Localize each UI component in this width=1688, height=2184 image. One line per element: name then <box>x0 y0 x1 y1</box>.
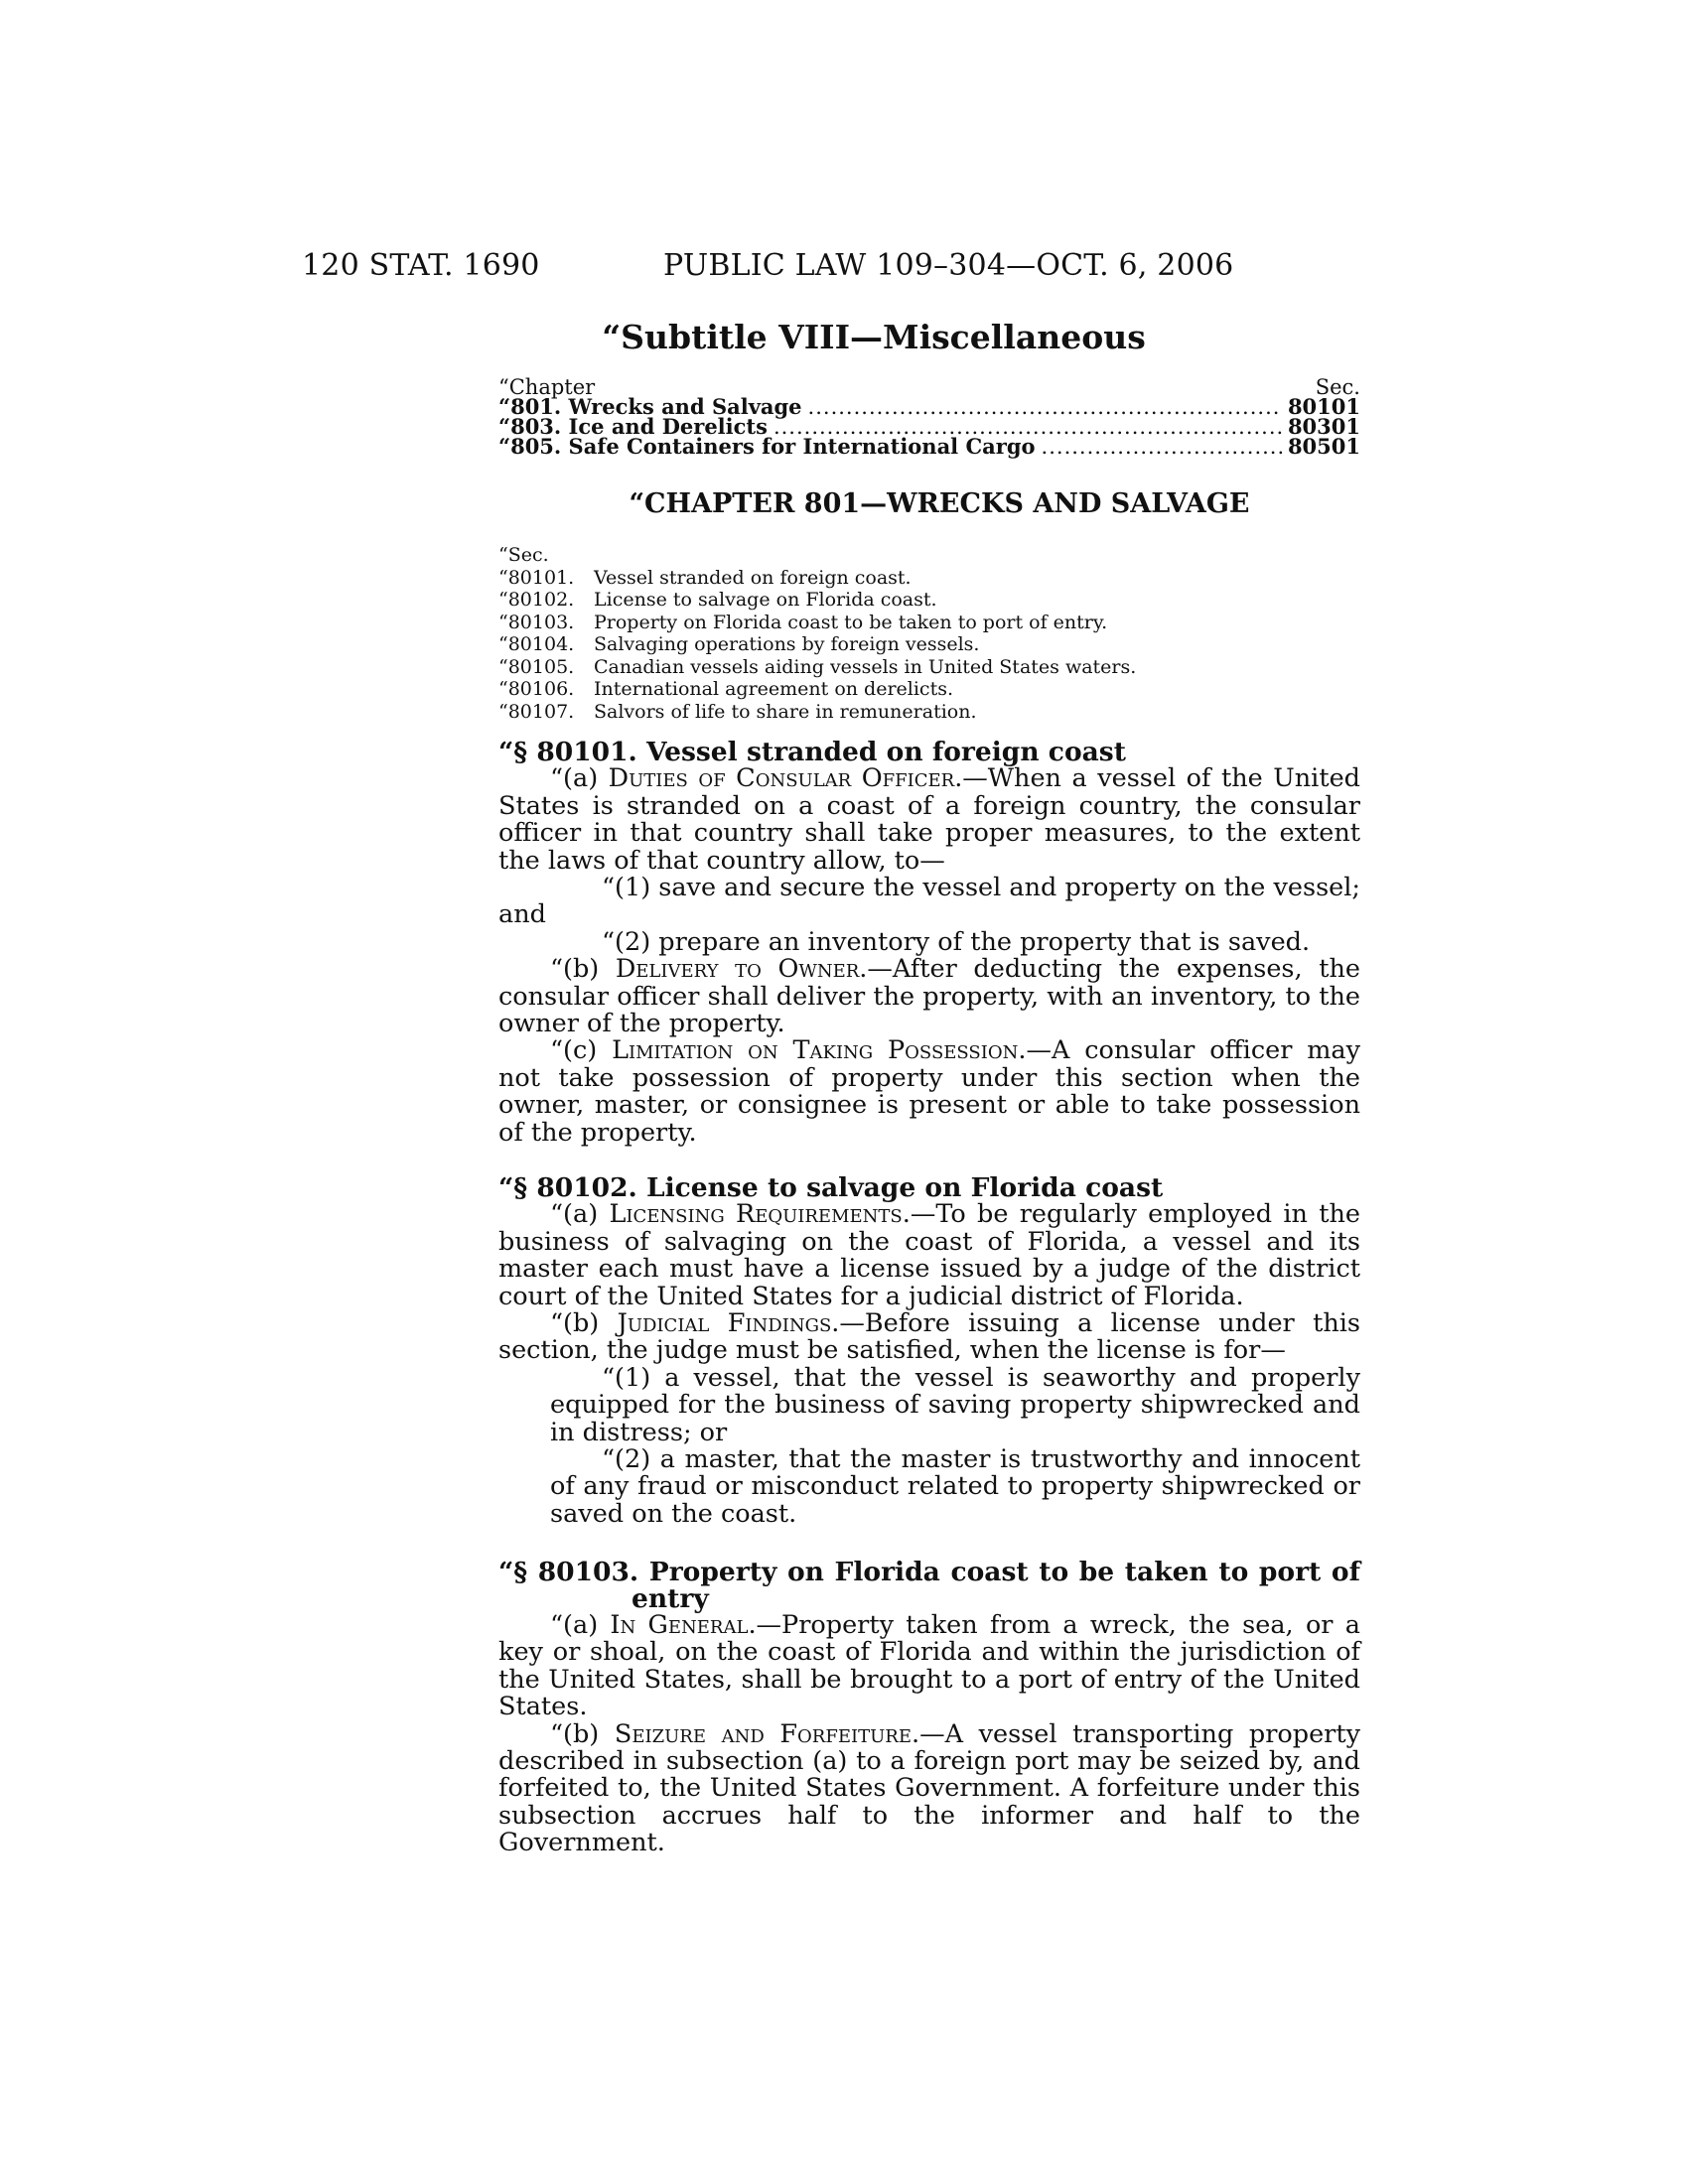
subsection-heading: Judicial Findings <box>617 1308 832 1339</box>
subsection-heading: Delivery to Owner <box>615 954 860 985</box>
section-list-item <box>498 612 1136 634</box>
section-number: “80103. <box>498 611 575 633</box>
toc-section-number: 80501 <box>1287 434 1360 459</box>
section-heading: “§ 80102. License to salvage on Florida coast <box>498 1172 1164 1203</box>
section-number: “80104. <box>498 633 575 655</box>
section-title: Canadian vessels aiding vessels in United States waters. <box>594 655 1137 678</box>
section-title: Property on Florida coast to be taken to port of entry. <box>594 611 1108 633</box>
paragraph-2: “(2) prepare an inventory of the property that is saved. <box>602 926 1311 957</box>
section-number: “80107. <box>498 700 575 723</box>
section-list-item <box>498 589 1136 612</box>
subsection-b: “(b) Delivery to Owner.—After deducting the expenses, the consular officer shall deliver the property, with an inventory, to the owner of the property. <box>498 954 1360 1039</box>
chapter-heading: “CHAPTER 801—WRECKS AND SALVAGE <box>629 488 1250 519</box>
subsection-b: “(b) Judicial Findings.—Before issuing a license under this section, the judge must be satisfied, when the license is for— <box>498 1308 1360 1366</box>
section-title: Salvaging operations by foreign vessels. <box>594 633 980 655</box>
section-list-item <box>498 656 1136 679</box>
section-number: “80101. <box>498 566 575 589</box>
section-number: “80102. <box>498 589 575 611</box>
section-list <box>498 544 1136 723</box>
toc-sec-label: Sec. <box>1315 375 1360 399</box>
toc-row <box>498 434 1360 459</box>
section-80103 <box>498 1559 1360 1857</box>
subtitle-heading: “Subtitle VIII—Miscellaneous <box>602 318 1146 356</box>
toc-section-number: 80101 <box>1287 394 1360 419</box>
subsection-b: “(b) Seizure and Forfeiture.—A vessel transporting property described in subsection (a) to a foreign port may be seized by, and forfeited to, the United States Government. A forfeiture under this subsection accrues half to the informer and half to the Government. <box>498 1718 1361 1858</box>
toc-chapter-title: “805. Safe Containers for International Cargo <box>498 434 1036 459</box>
chapter-table-of-contents <box>498 377 1360 457</box>
section-title: International agreement on derelicts. <box>594 678 954 700</box>
section-title: License to salvage on Florida coast. <box>594 589 937 611</box>
subsection-heading: Licensing Requirements <box>609 1199 903 1230</box>
subsection-a: “(a) Duties of Consular Officer.—When a vessel of the United States is stranded on a coast of a foreign country, the consular officer in that country shall take proper measures, to the extent the laws of that country allow, to— <box>498 763 1361 876</box>
subsection-heading: Limitation on Taking Possession <box>612 1035 1019 1066</box>
section-heading: “§ 80103. Property on Florida coast to be taken to port of entry <box>498 1557 1360 1614</box>
subsection-heading: Seizure and Forfeiture <box>614 1718 912 1749</box>
toc-chapter-label: “Chapter <box>498 375 596 399</box>
subsection-heading: In General <box>610 1610 749 1640</box>
toc-chapter-title: “803. Ice and Derelicts <box>498 414 768 439</box>
section-title: Salvors of life to share in remuneration. <box>594 700 977 723</box>
subsection-c: “(c) Limitation on Taking Possession.—A consular officer may not take possession of property under this section when the owner, master, or consignee is present or able to take possession of the property. <box>498 1035 1361 1148</box>
subsection-a: “(a) In General.—Property taken from a wreck, the sea, or a key or shoal, on the coast of Florida and within the jurisdiction of the United States, shall be brought to a port of entry of the United States. <box>498 1610 1360 1722</box>
paragraph-1: “(1) a vessel, that the vessel is seaworthy and properly equipped for the business of saving property shipwrecked and in distress; or <box>550 1362 1360 1447</box>
paragraph-2: “(2) a master, that the master is trustworthy and innocent of any fraud or misconduct related to property shipwrecked or saved on the coast. <box>550 1444 1360 1529</box>
section-80102 <box>498 1174 1360 1528</box>
section-list-item <box>498 678 1136 701</box>
section-heading: “§ 80101. Vessel stranded on foreign coast <box>498 737 1126 767</box>
section-title: Vessel stranded on foreign coast. <box>594 566 912 589</box>
paragraph-1: “(1) save and secure the vessel and property on the vessel; and <box>498 873 1360 930</box>
toc-leader-dots <box>808 397 1282 417</box>
subsection-a: “(a) Licensing Requirements.—To be regularly employed in the business of salvaging on the coast of Florida, a vessel and its master each must have a license issued by a judge of the district court of the United States for a judicial district of Florida. <box>498 1199 1360 1311</box>
subsection-heading: Duties of Consular Officer <box>608 763 955 794</box>
running-header: PUBLIC LAW 109–304—OCT. 6, 2006 <box>663 248 1234 283</box>
section-list-item <box>498 701 1136 724</box>
toc-leader-dots <box>1042 437 1282 457</box>
toc-chapter-title: “801. Wrecks and Salvage <box>498 394 802 419</box>
section-list-item <box>498 633 1136 656</box>
section-number: “80105. <box>498 655 575 678</box>
section-list-label: “Sec. <box>498 544 549 566</box>
section-number: “80106. <box>498 678 575 700</box>
page-stat-reference: 120 STAT. 1690 <box>302 248 540 283</box>
section-list-item <box>498 567 1136 590</box>
section-80101 <box>498 739 1360 1147</box>
toc-section-number: 80301 <box>1287 414 1360 439</box>
